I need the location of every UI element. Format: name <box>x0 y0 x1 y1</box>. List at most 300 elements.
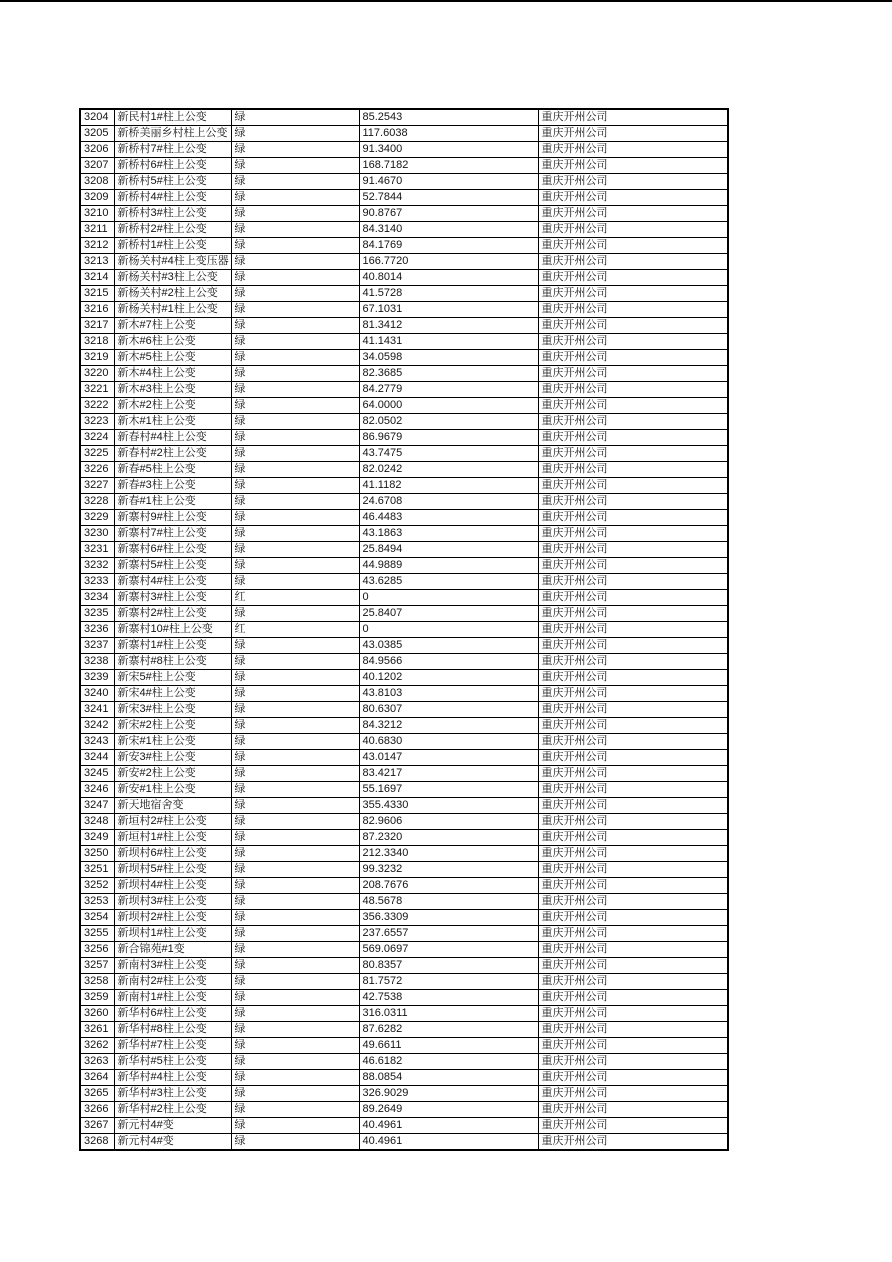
row-index-cell[interactable]: 3253 <box>80 894 114 910</box>
row-index-cell[interactable]: 3218 <box>80 334 114 350</box>
table-row[interactable] <box>80 558 728 574</box>
table-row[interactable] <box>80 542 728 558</box>
row-index-cell[interactable]: 3262 <box>80 1038 114 1054</box>
value-cell[interactable]: 41.1182 <box>359 478 538 494</box>
value-cell[interactable]: 81.3412 <box>359 318 538 334</box>
company-cell[interactable]: 重庆开州公司 <box>538 702 728 718</box>
device-name-cell[interactable]: 新坝村5#柱上公变 <box>114 862 231 878</box>
table-row[interactable] <box>80 446 728 462</box>
company-cell[interactable]: 重庆开州公司 <box>538 286 728 302</box>
device-name-cell[interactable]: 新杨关村#4柱上变压器 <box>114 254 231 270</box>
value-cell[interactable]: 40.4961 <box>359 1118 538 1134</box>
row-index-cell[interactable]: 3224 <box>80 430 114 446</box>
device-name-cell[interactable]: 新元村4#变 <box>114 1134 231 1151</box>
row-index-cell[interactable]: 3207 <box>80 158 114 174</box>
table-row[interactable] <box>80 526 728 542</box>
row-index-cell[interactable]: 3205 <box>80 126 114 142</box>
status-cell[interactable]: 绿 <box>231 462 359 478</box>
company-cell[interactable]: 重庆开州公司 <box>538 734 728 750</box>
device-name-cell[interactable]: 新寨村9#柱上公变 <box>114 510 231 526</box>
table-row[interactable] <box>80 574 728 590</box>
table-row[interactable] <box>80 350 728 366</box>
table-row[interactable] <box>80 142 728 158</box>
device-name-cell[interactable]: 新宋3#柱上公变 <box>114 702 231 718</box>
row-index-cell[interactable]: 3213 <box>80 254 114 270</box>
value-cell[interactable]: 43.8103 <box>359 686 538 702</box>
status-cell[interactable]: 绿 <box>231 142 359 158</box>
value-cell[interactable]: 87.2320 <box>359 830 538 846</box>
device-name-cell[interactable]: 新华村#3柱上公变 <box>114 1086 231 1102</box>
company-cell[interactable]: 重庆开州公司 <box>538 1006 728 1022</box>
row-index-cell[interactable]: 3244 <box>80 750 114 766</box>
table-row[interactable] <box>80 109 728 126</box>
table-row[interactable] <box>80 734 728 750</box>
row-index-cell[interactable]: 3222 <box>80 398 114 414</box>
table-row[interactable] <box>80 1070 728 1086</box>
row-index-cell[interactable]: 3228 <box>80 494 114 510</box>
value-cell[interactable]: 84.9566 <box>359 654 538 670</box>
status-cell[interactable]: 绿 <box>231 702 359 718</box>
status-cell[interactable]: 绿 <box>231 990 359 1006</box>
company-cell[interactable]: 重庆开州公司 <box>538 974 728 990</box>
device-name-cell[interactable]: 新木#6柱上公变 <box>114 334 231 350</box>
device-name-cell[interactable]: 新寨村7#柱上公变 <box>114 526 231 542</box>
value-cell[interactable]: 84.1769 <box>359 238 538 254</box>
value-cell[interactable]: 0 <box>359 622 538 638</box>
row-index-cell[interactable]: 3215 <box>80 286 114 302</box>
company-cell[interactable]: 重庆开州公司 <box>538 942 728 958</box>
status-cell[interactable]: 绿 <box>231 238 359 254</box>
company-cell[interactable]: 重庆开州公司 <box>538 174 728 190</box>
value-cell[interactable]: 46.4483 <box>359 510 538 526</box>
company-cell[interactable]: 重庆开州公司 <box>538 1134 728 1151</box>
row-index-cell[interactable]: 3266 <box>80 1102 114 1118</box>
table-row[interactable] <box>80 158 728 174</box>
row-index-cell[interactable]: 3247 <box>80 798 114 814</box>
device-name-cell[interactable]: 新春#3柱上公变 <box>114 478 231 494</box>
table-row[interactable] <box>80 942 728 958</box>
device-name-cell[interactable]: 新南村1#柱上公变 <box>114 990 231 1006</box>
table-row[interactable] <box>80 862 728 878</box>
row-index-cell[interactable]: 3227 <box>80 478 114 494</box>
device-name-cell[interactable]: 新木#5柱上公变 <box>114 350 231 366</box>
table-row[interactable] <box>80 174 728 190</box>
device-name-cell[interactable]: 新宋#2柱上公变 <box>114 718 231 734</box>
device-name-cell[interactable]: 新垣村1#柱上公变 <box>114 830 231 846</box>
status-cell[interactable]: 绿 <box>231 766 359 782</box>
device-name-cell[interactable]: 新坝村2#柱上公变 <box>114 910 231 926</box>
status-cell[interactable]: 绿 <box>231 398 359 414</box>
row-index-cell[interactable]: 3264 <box>80 1070 114 1086</box>
row-index-cell[interactable]: 3252 <box>80 878 114 894</box>
device-name-cell[interactable]: 新寨村1#柱上公变 <box>114 638 231 654</box>
status-cell[interactable]: 绿 <box>231 109 359 126</box>
status-cell[interactable]: 绿 <box>231 1086 359 1102</box>
device-name-cell[interactable]: 新宋4#柱上公变 <box>114 686 231 702</box>
table-row[interactable] <box>80 606 728 622</box>
row-index-cell[interactable]: 3220 <box>80 366 114 382</box>
table-row[interactable] <box>80 302 728 318</box>
table-row[interactable] <box>80 638 728 654</box>
row-index-cell[interactable]: 3229 <box>80 510 114 526</box>
status-cell[interactable]: 绿 <box>231 1022 359 1038</box>
status-cell[interactable]: 绿 <box>231 670 359 686</box>
table-row[interactable] <box>80 798 728 814</box>
company-cell[interactable]: 重庆开州公司 <box>538 334 728 350</box>
row-index-cell[interactable]: 3234 <box>80 590 114 606</box>
row-index-cell[interactable]: 3217 <box>80 318 114 334</box>
company-cell[interactable]: 重庆开州公司 <box>538 318 728 334</box>
company-cell[interactable]: 重庆开州公司 <box>538 126 728 142</box>
status-cell[interactable]: 绿 <box>231 446 359 462</box>
company-cell[interactable]: 重庆开州公司 <box>538 302 728 318</box>
status-cell[interactable]: 绿 <box>231 558 359 574</box>
company-cell[interactable]: 重庆开州公司 <box>538 142 728 158</box>
value-cell[interactable]: 25.8407 <box>359 606 538 622</box>
status-cell[interactable]: 绿 <box>231 958 359 974</box>
value-cell[interactable]: 48.5678 <box>359 894 538 910</box>
table-row[interactable] <box>80 1118 728 1134</box>
company-cell[interactable]: 重庆开州公司 <box>538 878 728 894</box>
status-cell[interactable]: 绿 <box>231 1038 359 1054</box>
table-row[interactable] <box>80 590 728 606</box>
row-index-cell[interactable]: 3265 <box>80 1086 114 1102</box>
row-index-cell[interactable]: 3231 <box>80 542 114 558</box>
table-row[interactable] <box>80 686 728 702</box>
table-row[interactable] <box>80 462 728 478</box>
device-name-cell[interactable]: 新桥村2#柱上公变 <box>114 222 231 238</box>
row-index-cell[interactable]: 3248 <box>80 814 114 830</box>
status-cell[interactable]: 绿 <box>231 494 359 510</box>
device-name-cell[interactable]: 新华村#2柱上公变 <box>114 1102 231 1118</box>
company-cell[interactable]: 重庆开州公司 <box>538 990 728 1006</box>
device-name-cell[interactable]: 新寨村6#柱上公变 <box>114 542 231 558</box>
company-cell[interactable]: 重庆开州公司 <box>538 782 728 798</box>
company-cell[interactable]: 重庆开州公司 <box>538 830 728 846</box>
row-index-cell[interactable]: 3235 <box>80 606 114 622</box>
company-cell[interactable]: 重庆开州公司 <box>538 814 728 830</box>
company-cell[interactable]: 重庆开州公司 <box>538 638 728 654</box>
device-name-cell[interactable]: 新桥村7#柱上公变 <box>114 142 231 158</box>
device-name-cell[interactable]: 新元村4#变 <box>114 1118 231 1134</box>
table-row[interactable] <box>80 814 728 830</box>
device-name-cell[interactable]: 新坝村6#柱上公变 <box>114 846 231 862</box>
row-index-cell[interactable]: 3246 <box>80 782 114 798</box>
status-cell[interactable]: 绿 <box>231 814 359 830</box>
company-cell[interactable]: 重庆开州公司 <box>538 1054 728 1070</box>
table-row[interactable] <box>80 190 728 206</box>
company-cell[interactable]: 重庆开州公司 <box>538 478 728 494</box>
device-name-cell[interactable]: 新南村2#柱上公变 <box>114 974 231 990</box>
value-cell[interactable]: 43.0385 <box>359 638 538 654</box>
table-row[interactable] <box>80 654 728 670</box>
row-index-cell[interactable]: 3243 <box>80 734 114 750</box>
device-name-cell[interactable]: 新春#5柱上公变 <box>114 462 231 478</box>
company-cell[interactable]: 重庆开州公司 <box>538 606 728 622</box>
company-cell[interactable]: 重庆开州公司 <box>538 254 728 270</box>
status-cell[interactable]: 绿 <box>231 526 359 542</box>
value-cell[interactable]: 99.3232 <box>359 862 538 878</box>
value-cell[interactable]: 46.6182 <box>359 1054 538 1070</box>
value-cell[interactable]: 208.7676 <box>359 878 538 894</box>
company-cell[interactable]: 重庆开州公司 <box>538 558 728 574</box>
company-cell[interactable]: 重庆开州公司 <box>538 1070 728 1086</box>
status-cell[interactable]: 绿 <box>231 574 359 590</box>
value-cell[interactable]: 49.6611 <box>359 1038 538 1054</box>
value-cell[interactable]: 90.8767 <box>359 206 538 222</box>
table-row[interactable] <box>80 238 728 254</box>
status-cell[interactable]: 绿 <box>231 350 359 366</box>
value-cell[interactable]: 44.9889 <box>359 558 538 574</box>
company-cell[interactable]: 重庆开州公司 <box>538 270 728 286</box>
table-row[interactable] <box>80 510 728 526</box>
table-row[interactable] <box>80 990 728 1006</box>
value-cell[interactable]: 91.3400 <box>359 142 538 158</box>
device-name-cell[interactable]: 新木#2柱上公变 <box>114 398 231 414</box>
table-row[interactable] <box>80 382 728 398</box>
value-cell[interactable]: 88.0854 <box>359 1070 538 1086</box>
table-row[interactable] <box>80 750 728 766</box>
value-cell[interactable]: 166.7720 <box>359 254 538 270</box>
table-row[interactable] <box>80 910 728 926</box>
device-name-cell[interactable]: 新木#4柱上公变 <box>114 366 231 382</box>
company-cell[interactable]: 重庆开州公司 <box>538 862 728 878</box>
value-cell[interactable]: 356.3309 <box>359 910 538 926</box>
status-cell[interactable]: 绿 <box>231 878 359 894</box>
row-index-cell[interactable]: 3258 <box>80 974 114 990</box>
device-name-cell[interactable]: 新杨关村#3柱上公变 <box>114 270 231 286</box>
row-index-cell[interactable]: 3240 <box>80 686 114 702</box>
value-cell[interactable]: 0 <box>359 590 538 606</box>
table-row[interactable] <box>80 1038 728 1054</box>
value-cell[interactable]: 40.8014 <box>359 270 538 286</box>
row-index-cell[interactable]: 3268 <box>80 1134 114 1151</box>
company-cell[interactable]: 重庆开州公司 <box>538 1102 728 1118</box>
status-cell[interactable]: 绿 <box>231 478 359 494</box>
status-cell[interactable]: 绿 <box>231 366 359 382</box>
status-cell[interactable]: 绿 <box>231 686 359 702</box>
table-row[interactable] <box>80 398 728 414</box>
value-cell[interactable]: 91.4670 <box>359 174 538 190</box>
device-name-cell[interactable]: 新桥美丽乡村柱上公变 <box>114 126 231 142</box>
company-cell[interactable]: 重庆开州公司 <box>538 622 728 638</box>
device-name-cell[interactable]: 新合锦苑#1变 <box>114 942 231 958</box>
status-cell[interactable]: 绿 <box>231 270 359 286</box>
device-name-cell[interactable]: 新垣村2#柱上公变 <box>114 814 231 830</box>
company-cell[interactable]: 重庆开州公司 <box>538 542 728 558</box>
status-cell[interactable]: 绿 <box>231 926 359 942</box>
table-row[interactable] <box>80 126 728 142</box>
table-row[interactable] <box>80 846 728 862</box>
table-row[interactable] <box>80 782 728 798</box>
table-row[interactable] <box>80 1006 728 1022</box>
value-cell[interactable]: 43.6285 <box>359 574 538 590</box>
table-row[interactable] <box>80 1134 728 1151</box>
company-cell[interactable]: 重庆开州公司 <box>538 910 728 926</box>
row-index-cell[interactable]: 3208 <box>80 174 114 190</box>
company-cell[interactable]: 重庆开州公司 <box>538 750 728 766</box>
company-cell[interactable]: 重庆开州公司 <box>538 654 728 670</box>
status-cell[interactable]: 绿 <box>231 910 359 926</box>
company-cell[interactable]: 重庆开州公司 <box>538 494 728 510</box>
company-cell[interactable]: 重庆开州公司 <box>538 686 728 702</box>
table-row[interactable] <box>80 334 728 350</box>
row-index-cell[interactable]: 3257 <box>80 958 114 974</box>
status-cell[interactable]: 绿 <box>231 190 359 206</box>
row-index-cell[interactable]: 3239 <box>80 670 114 686</box>
status-cell[interactable]: 绿 <box>231 1118 359 1134</box>
value-cell[interactable]: 212.3340 <box>359 846 538 862</box>
status-cell[interactable]: 绿 <box>231 318 359 334</box>
status-cell[interactable]: 绿 <box>231 734 359 750</box>
status-cell[interactable]: 绿 <box>231 830 359 846</box>
row-index-cell[interactable]: 3245 <box>80 766 114 782</box>
status-cell[interactable]: 绿 <box>231 510 359 526</box>
table-row[interactable] <box>80 1102 728 1118</box>
device-name-cell[interactable]: 新木#1柱上公变 <box>114 414 231 430</box>
device-name-cell[interactable]: 新杨关村#2柱上公变 <box>114 286 231 302</box>
table-row[interactable] <box>80 1022 728 1038</box>
row-index-cell[interactable]: 3267 <box>80 1118 114 1134</box>
row-index-cell[interactable]: 3233 <box>80 574 114 590</box>
table-row[interactable] <box>80 414 728 430</box>
device-name-cell[interactable]: 新木#7柱上公变 <box>114 318 231 334</box>
row-index-cell[interactable]: 3214 <box>80 270 114 286</box>
status-cell[interactable]: 绿 <box>231 174 359 190</box>
device-name-cell[interactable]: 新桥村5#柱上公变 <box>114 174 231 190</box>
status-cell[interactable]: 绿 <box>231 542 359 558</box>
company-cell[interactable]: 重庆开州公司 <box>538 350 728 366</box>
device-name-cell[interactable]: 新华村#8柱上公变 <box>114 1022 231 1038</box>
device-name-cell[interactable]: 新桥村6#柱上公变 <box>114 158 231 174</box>
company-cell[interactable]: 重庆开州公司 <box>538 1086 728 1102</box>
value-cell[interactable]: 237.6557 <box>359 926 538 942</box>
value-cell[interactable]: 40.6830 <box>359 734 538 750</box>
company-cell[interactable]: 重庆开州公司 <box>538 206 728 222</box>
company-cell[interactable]: 重庆开州公司 <box>538 590 728 606</box>
device-name-cell[interactable]: 新安3#柱上公变 <box>114 750 231 766</box>
status-cell[interactable]: 绿 <box>231 414 359 430</box>
row-index-cell[interactable]: 3260 <box>80 1006 114 1022</box>
status-cell[interactable]: 绿 <box>231 654 359 670</box>
row-index-cell[interactable]: 3204 <box>80 109 114 126</box>
device-name-cell[interactable]: 新桥村1#柱上公变 <box>114 238 231 254</box>
row-index-cell[interactable]: 3255 <box>80 926 114 942</box>
device-name-cell[interactable]: 新民村1#柱上公变 <box>114 109 231 126</box>
device-name-cell[interactable]: 新华村#5柱上公变 <box>114 1054 231 1070</box>
company-cell[interactable]: 重庆开州公司 <box>538 430 728 446</box>
device-name-cell[interactable]: 新春#1柱上公变 <box>114 494 231 510</box>
table-row[interactable] <box>80 1054 728 1070</box>
value-cell[interactable]: 40.1202 <box>359 670 538 686</box>
status-cell[interactable]: 绿 <box>231 846 359 862</box>
company-cell[interactable]: 重庆开州公司 <box>538 158 728 174</box>
device-name-cell[interactable]: 新安#2柱上公变 <box>114 766 231 782</box>
device-name-cell[interactable]: 新寨村3#柱上公变 <box>114 590 231 606</box>
row-index-cell[interactable]: 3225 <box>80 446 114 462</box>
row-index-cell[interactable]: 3232 <box>80 558 114 574</box>
value-cell[interactable]: 42.7538 <box>359 990 538 1006</box>
value-cell[interactable]: 86.9679 <box>359 430 538 446</box>
company-cell[interactable]: 重庆开州公司 <box>538 398 728 414</box>
table-row[interactable] <box>80 318 728 334</box>
row-index-cell[interactable]: 3241 <box>80 702 114 718</box>
device-name-cell[interactable]: 新寨村10#柱上公变 <box>114 622 231 638</box>
value-cell[interactable]: 24.6708 <box>359 494 538 510</box>
company-cell[interactable]: 重庆开州公司 <box>538 462 728 478</box>
device-name-cell[interactable]: 新寨村#8柱上公变 <box>114 654 231 670</box>
company-cell[interactable]: 重庆开州公司 <box>538 798 728 814</box>
device-name-cell[interactable]: 新南村3#柱上公变 <box>114 958 231 974</box>
status-cell[interactable]: 绿 <box>231 286 359 302</box>
value-cell[interactable]: 569.0697 <box>359 942 538 958</box>
table-row[interactable] <box>80 974 728 990</box>
company-cell[interactable]: 重庆开州公司 <box>538 190 728 206</box>
value-cell[interactable]: 84.3140 <box>359 222 538 238</box>
company-cell[interactable]: 重庆开州公司 <box>538 238 728 254</box>
device-name-cell[interactable]: 新宋#1柱上公变 <box>114 734 231 750</box>
value-cell[interactable]: 64.0000 <box>359 398 538 414</box>
table-row[interactable] <box>80 830 728 846</box>
table-row[interactable] <box>80 430 728 446</box>
table-row[interactable] <box>80 478 728 494</box>
company-cell[interactable]: 重庆开州公司 <box>538 766 728 782</box>
status-cell[interactable]: 绿 <box>231 382 359 398</box>
value-cell[interactable]: 43.0147 <box>359 750 538 766</box>
row-index-cell[interactable]: 3242 <box>80 718 114 734</box>
device-name-cell[interactable]: 新寨村4#柱上公变 <box>114 574 231 590</box>
device-name-cell[interactable]: 新春村#2柱上公变 <box>114 446 231 462</box>
row-index-cell[interactable]: 3210 <box>80 206 114 222</box>
device-name-cell[interactable]: 新华村#4柱上公变 <box>114 1070 231 1086</box>
value-cell[interactable]: 117.6038 <box>359 126 538 142</box>
table-row[interactable] <box>80 1086 728 1102</box>
row-index-cell[interactable]: 3206 <box>80 142 114 158</box>
device-name-cell[interactable]: 新桥村4#柱上公变 <box>114 190 231 206</box>
company-cell[interactable]: 重庆开州公司 <box>538 446 728 462</box>
company-cell[interactable]: 重庆开州公司 <box>538 574 728 590</box>
table-row[interactable] <box>80 286 728 302</box>
table-row[interactable] <box>80 958 728 974</box>
table-row[interactable] <box>80 206 728 222</box>
device-name-cell[interactable]: 新春村#4柱上公变 <box>114 430 231 446</box>
row-index-cell[interactable]: 3219 <box>80 350 114 366</box>
row-index-cell[interactable]: 3211 <box>80 222 114 238</box>
device-name-cell[interactable]: 新华村#7柱上公变 <box>114 1038 231 1054</box>
device-name-cell[interactable]: 新木#3柱上公变 <box>114 382 231 398</box>
value-cell[interactable]: 82.9606 <box>359 814 538 830</box>
status-cell[interactable]: 红 <box>231 590 359 606</box>
status-cell[interactable]: 绿 <box>231 894 359 910</box>
status-cell[interactable]: 绿 <box>231 222 359 238</box>
value-cell[interactable]: 89.2649 <box>359 1102 538 1118</box>
value-cell[interactable]: 80.6307 <box>359 702 538 718</box>
row-index-cell[interactable]: 3259 <box>80 990 114 1006</box>
value-cell[interactable]: 41.5728 <box>359 286 538 302</box>
row-index-cell[interactable]: 3212 <box>80 238 114 254</box>
value-cell[interactable]: 326.9029 <box>359 1086 538 1102</box>
status-cell[interactable]: 绿 <box>231 862 359 878</box>
company-cell[interactable]: 重庆开州公司 <box>538 958 728 974</box>
value-cell[interactable]: 67.1031 <box>359 302 538 318</box>
device-name-cell[interactable]: 新坝村1#柱上公变 <box>114 926 231 942</box>
company-cell[interactable]: 重庆开州公司 <box>538 526 728 542</box>
row-index-cell[interactable]: 3223 <box>80 414 114 430</box>
row-index-cell[interactable]: 3249 <box>80 830 114 846</box>
value-cell[interactable]: 82.3685 <box>359 366 538 382</box>
table-row[interactable] <box>80 670 728 686</box>
status-cell[interactable]: 绿 <box>231 254 359 270</box>
